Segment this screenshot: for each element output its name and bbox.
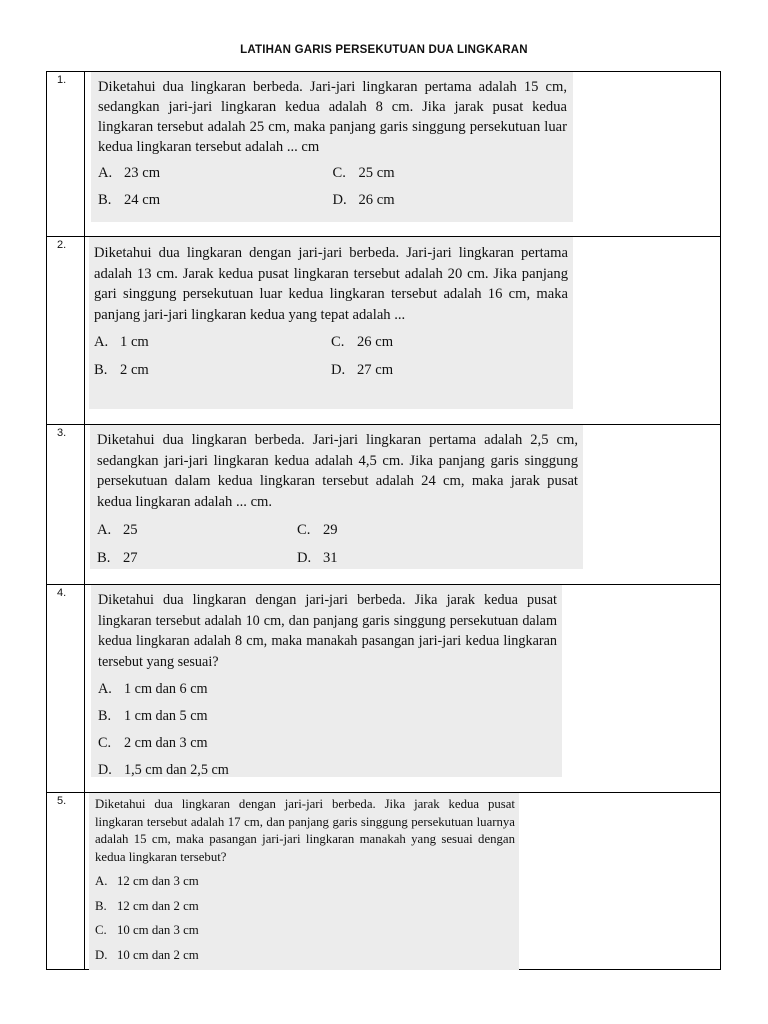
option-letter: A. (98, 681, 112, 697)
option-a[interactable] (98, 679, 557, 700)
answer-options (98, 679, 557, 781)
question-row-3 (46, 424, 721, 585)
option-text: 25 cm (358, 165, 395, 181)
option-letter: B. (98, 192, 112, 208)
option-letter: A. (95, 874, 108, 888)
option-letter: A. (97, 522, 112, 538)
option-c[interactable] (98, 733, 557, 754)
question-box (90, 425, 583, 569)
option-letter: C. (297, 522, 311, 538)
option-text: 12 cm dan 2 cm (117, 898, 199, 913)
option-letter: C. (98, 735, 112, 751)
option-b[interactable] (98, 190, 333, 210)
question-box (91, 72, 573, 222)
option-text: 1,5 cm dan 2,5 cm (124, 762, 229, 778)
question-box (89, 793, 519, 970)
option-text: 25 (123, 522, 138, 538)
option-letter: A. (94, 334, 109, 350)
option-letter: A. (98, 165, 113, 181)
option-d[interactable] (98, 760, 557, 781)
question-number: 1. (47, 72, 85, 236)
option-letter: B. (95, 898, 107, 913)
option-letter: B. (98, 708, 112, 724)
option-a[interactable] (97, 520, 297, 541)
question-row-2 (46, 236, 721, 425)
answer-options (98, 163, 567, 210)
question-text: Diketahui dua lingkaran berbeda. Jari-jari lingkaran pertama adalah 2,5 cm, sedangkan jari-jari lingkaran kedua adalah 4,5 cm. Jika panjang garis singgung persekutuan dalam kedua lingkaran tersebut adalah 24 cm, maka jarak pusat kedua lingkaran adalah ... cm. (97, 432, 578, 510)
question-text: Diketahui dua lingkaran berbeda. Jari-jari lingkaran pertama adalah 15 cm, sedangkan jari-jari lingkaran kedua adalah 8 cm. Jika jarak pusat kedua lingkaran tersebut adalah 25 cm, maka panjang garis singgung persekutuan luar kedua lingkaran tersebut adalah ... cm (98, 79, 567, 155)
answer-options (95, 873, 515, 964)
option-text: 1 cm (120, 334, 149, 350)
option-b[interactable] (98, 706, 557, 727)
option-letter: D. (98, 762, 112, 778)
option-text: 23 cm (124, 165, 161, 181)
option-a[interactable] (94, 332, 331, 353)
option-text: 1 cm dan 6 cm (124, 681, 208, 697)
question-number: 3. (47, 425, 85, 584)
option-letter: D. (297, 549, 312, 566)
option-c[interactable] (333, 163, 568, 183)
option-letter: D. (95, 947, 108, 962)
option-b[interactable] (97, 548, 297, 569)
option-text: 12 cm dan 3 cm (117, 874, 199, 888)
question-box (89, 237, 573, 409)
option-c[interactable] (331, 332, 568, 353)
option-letter: B. (94, 361, 108, 378)
option-letter: D. (331, 361, 346, 378)
option-letter: D. (332, 192, 347, 208)
option-text: 2 cm dan 3 cm (124, 735, 208, 751)
option-d[interactable] (297, 548, 578, 569)
option-text: 31 (323, 549, 338, 566)
answer-options (97, 520, 578, 568)
option-letter: C. (95, 923, 107, 937)
option-c[interactable] (297, 520, 578, 541)
question-row-5 (46, 792, 721, 970)
question-number: 4. (47, 585, 85, 792)
option-text: 29 (323, 522, 338, 538)
answer-options (94, 332, 568, 380)
option-d[interactable] (331, 360, 568, 381)
option-letter: C. (332, 165, 346, 181)
option-text: 1 cm dan 5 cm (124, 708, 208, 724)
option-text: 26 cm (357, 334, 394, 350)
option-d[interactable] (333, 190, 568, 210)
option-b[interactable] (95, 898, 515, 916)
option-letter: C. (331, 334, 345, 350)
question-number: 5. (47, 793, 85, 969)
option-text: 24 cm (124, 192, 161, 208)
option-a[interactable] (95, 873, 515, 891)
option-a[interactable] (98, 163, 333, 183)
option-text: 26 cm (358, 192, 395, 208)
question-text: Diketahui dua lingkaran dengan jari-jari berbeda. Jika jarak kedua pusat lingkaran tersebut adalah 17 cm, dan panjang garis singgung persekutuan luarnya adalah 15 cm, maka pasangan jari-jari lingkaran manakah yang sesuai dengan kedua lingkaran tersebut? (95, 797, 515, 864)
option-letter: B. (97, 549, 111, 566)
question-row-1 (46, 71, 721, 237)
question-box (91, 585, 562, 777)
option-text: 2 cm (120, 361, 149, 378)
option-text: 10 cm dan 3 cm (117, 923, 199, 937)
question-text: Diketahui dua lingkaran dengan jari-jari berbeda. Jika jarak kedua pusat lingkaran tersebut adalah 10 cm, dan panjang garis singgung persekutuan dalam kedua lingkaran adalah 8 cm, maka manakah pasangan jari-jari kedua lingkaran tersebut yang sesuai? (98, 592, 557, 670)
question-number: 2. (47, 237, 85, 424)
option-text: 27 (123, 549, 138, 566)
page-title: LATIHAN GARIS PERSEKUTUAN DUA LINGKARAN (240, 44, 528, 56)
option-c[interactable] (95, 922, 515, 940)
option-text: 10 cm dan 2 cm (117, 947, 199, 962)
question-text: Diketahui dua lingkaran dengan jari-jari berbeda. Jari-jari lingkaran pertama adalah 13 cm. Jarak kedua pusat lingkaran tersebut adalah 20 cm. Jika panjang gari singgung persekutuan luar kedua lingkaran tersebut adalah 16 cm, maka panjang jari-jari lingkaran kedua yang tepat adalah ... (94, 245, 568, 323)
option-text: 27 cm (357, 361, 394, 378)
option-b[interactable] (94, 360, 331, 381)
option-d[interactable] (95, 947, 515, 965)
question-row-4 (46, 584, 721, 793)
